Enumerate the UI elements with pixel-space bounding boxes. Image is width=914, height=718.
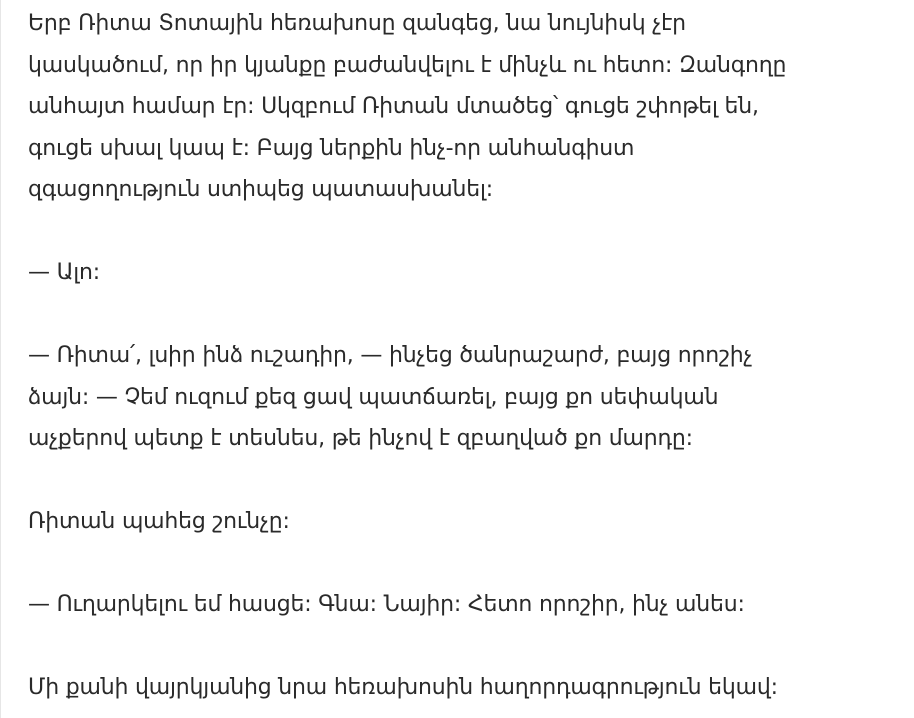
paragraph-5: — Ուղարկելու եմ հասցե: Գնա: Նայիր: Հետո որոշիր, ինչ անես:	[28, 592, 745, 617]
paragraph-2: — Ալո:	[28, 260, 100, 285]
story-text	[28, 3, 888, 718]
paragraph-6: Մի քանի վայրկյանից նրա հեռախոսին հաղորդագրություն եկավ:	[28, 675, 778, 700]
paragraph-3: — Ռիտա՛, լսիր ինձ ուշադիր, — ինչեց ծանրաշարժ, բայց որոշիչ ձայն: — Չեմ ուզում քեզ ցավ պատճառել, բայց քո սեփական աչքերով պետք է տեսնես, թե ինչով է զբաղված քո մարդը:	[28, 343, 753, 451]
paragraph-1: Երբ Ռիտա Տոտային հեռախոսը զանգեց, նա նույնիսկ չէր կասկածում, որ իր կյանքը բաժանվելու է մինչև ու հետո: Զանգողը անհայտ համար էր: Սկզբում Ռիտան մտածեց՝ գուցե շփոթել են, գուցե սխալ կապ է: Բայց ներքին ինչ-որ անհանգիստ զգացողություն ստիպեց պատասխանել:	[28, 11, 787, 202]
paragraph-4: Ռիտան պահեց շունչը:	[28, 509, 290, 534]
